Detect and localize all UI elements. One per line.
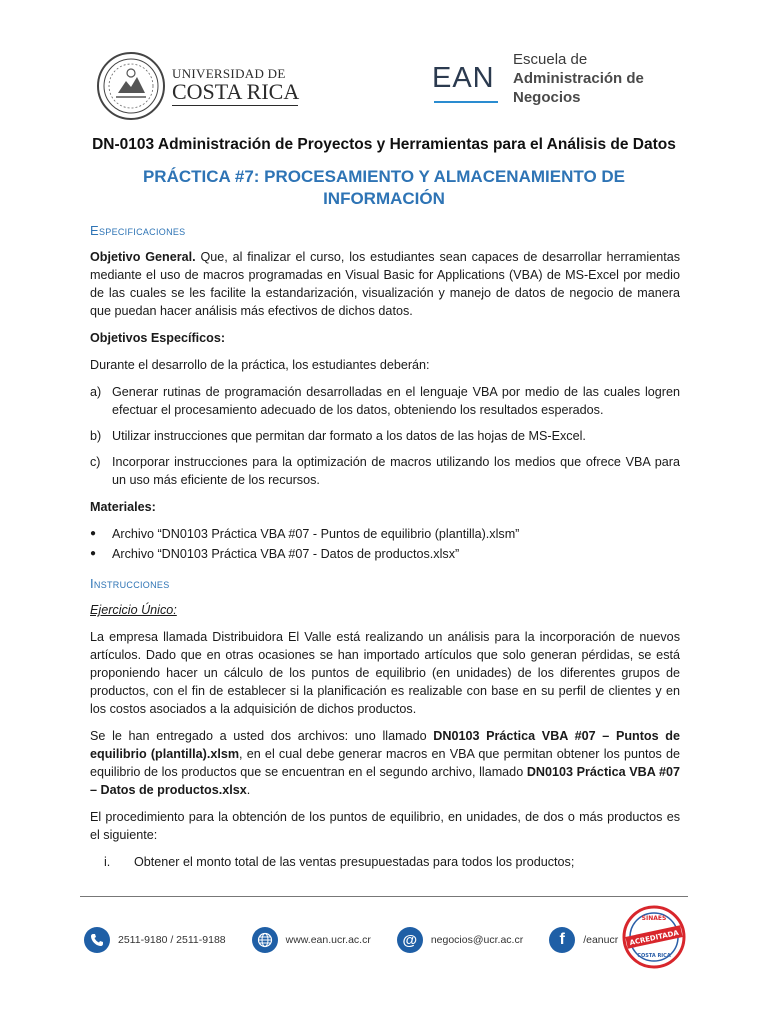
practice-title: PRÁCTICA #7: PROCESAMIENTO Y ALMACENAMIENTO DE INFORMACIÓN <box>142 167 626 208</box>
instructions-paragraph-3: El procedimiento para la obtención de los puntos de equilibrio, en unidades, de dos o más productos es el siguiente: <box>90 810 680 842</box>
exercise-label: Ejercicio Único: <box>90 603 177 617</box>
list-item: c) Incorporar instrucciones para la optimización de macros utilizando los medios que ofrece VBA para un uso más eficiente de los recursos. <box>90 455 680 487</box>
footer-divider <box>80 896 688 897</box>
specific-objectives-intro: Durante el desarrollo de la práctica, los estudiantes deberán: <box>90 358 430 372</box>
facebook-link[interactable]: /eanucr <box>583 934 619 946</box>
university-underline <box>172 105 298 106</box>
list-item: a) Generar rutinas de programación desarrolladas en el lenguaje VBA por medio de las cuales logren efectuar el procesamiento adecuado de los datos, obteniendo los resultados esperados. <box>90 385 680 417</box>
facebook-icon: f <box>549 927 575 953</box>
university-name-line2: COSTA RICA <box>172 78 300 104</box>
instructions-paragraph-2: Se le han entregado a usted dos archivos: uno llamado DN0103 Práctica VBA #07 – Puntos de equilibrio (plantilla).xlsm, en el cual debe generar macros en VBA que permitan obtener los puntos de equilibrio de los productos que se encuentran en el segundo archivo, llamado DN0103 Práctica VBA #07 – Datos de productos.xlsx. <box>90 729 680 797</box>
ean-sub-line3: Negocios <box>513 89 581 106</box>
specific-objectives-label: Objetivos Específicos: <box>90 331 226 345</box>
document-body <box>90 222 680 880</box>
globe-icon <box>252 927 278 953</box>
svg-text:SINAES: SINAES <box>641 915 667 922</box>
website-link[interactable]: www.ean.ucr.ac.cr <box>285 934 371 946</box>
phone-icon <box>84 927 110 953</box>
email-icon: @ <box>397 927 423 953</box>
bullet-icon: ● <box>90 548 97 559</box>
footer-contacts <box>84 920 618 960</box>
ean-accent-bar <box>434 101 498 103</box>
ean-sub-line1: Escuela de <box>513 51 588 68</box>
steps-list <box>90 853 680 871</box>
university-name-line1: UNIVERSIDAD DE <box>172 65 286 81</box>
course-title: DN-0103 Administración de Proyectos y Herramientas para el Análisis de Datos <box>92 136 676 153</box>
list-item: b) Utilizar instrucciones que permitan dar formato a los datos de las hojas de MS-Excel. <box>90 429 586 443</box>
list-item: i. Obtener el monto total de las ventas presupuestadas para todos los productos; <box>104 855 575 869</box>
ean-school-name <box>513 50 644 107</box>
specifications-heading: Especificaciones <box>90 223 186 238</box>
general-objective-text: Que, al finalizar el curso, los estudiantes sean capaces de desarrollar herramientas mediante el uso de macros programadas en Visual Basic for Applications (VBA) de MS-Excel por medio de las cuales se les facilite la estandarización, visualización y manejo de datos de negocio de manera que puedan hacer análisis más efectivos de dichos datos. <box>90 250 681 318</box>
sinaes-accreditation-seal <box>622 905 686 969</box>
general-objective-label: Objetivo General. <box>90 250 196 264</box>
list-item: ● Archivo “DN0103 Práctica VBA #07 - Datos de productos.xlsx” <box>90 547 460 561</box>
ucr-logo <box>96 50 299 122</box>
general-objective <box>90 248 680 320</box>
materials-list <box>90 525 680 563</box>
instructions-heading: Instrucciones <box>90 576 170 591</box>
ucr-seal-icon <box>96 51 166 121</box>
ean-wordmark: EAN <box>432 62 495 94</box>
materials-label: Materiales: <box>90 500 156 514</box>
bullet-icon: ● <box>90 528 97 539</box>
svg-text:ACREDITADA: ACREDITADA <box>628 928 680 948</box>
ean-sub-line2: Administración de <box>513 70 644 87</box>
instructions-paragraph-1: La empresa llamada Distribuidora El Valle está realizando un análisis para la incorporación de nuevos artículos. Dado que en otras ocasiones se han importado artículos que solo generan pérdidas, se está proponiendo hacer un cálculo de los puntos de equilibrio (en unidades) de los diferentes grupos de productos, con el fin de establecer si la planificación es realizable con base en su perfil de clientes y en los costos asociados a la adquisición de dichos productos. <box>90 630 680 716</box>
phone-numbers: 2511-9180 / 2511-9188 <box>118 934 226 946</box>
objectives-list <box>90 383 680 489</box>
svg-text:COSTA RICA: COSTA RICA <box>637 953 671 959</box>
list-item: ● Archivo “DN0103 Práctica VBA #07 - Puntos de equilibrio (plantilla).xlsm” <box>90 527 520 541</box>
email-link[interactable]: negocios@ucr.ac.cr <box>430 934 524 946</box>
